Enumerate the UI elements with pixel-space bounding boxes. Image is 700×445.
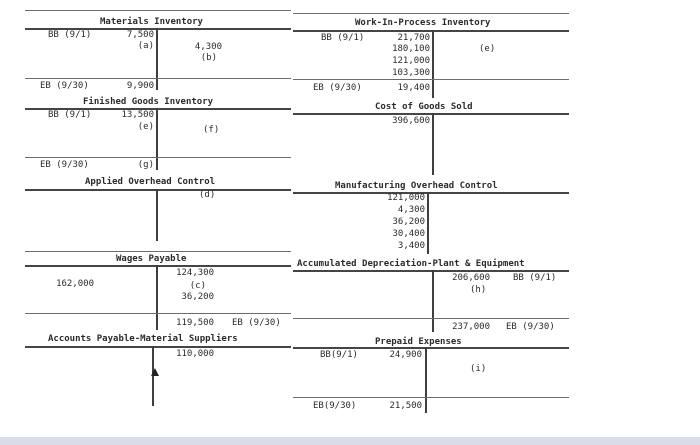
account-title: Finished Goods Inventory bbox=[83, 97, 214, 107]
balance-line bbox=[25, 157, 291, 158]
eb-value: 19,400 bbox=[397, 83, 430, 93]
t-account-vertical-line bbox=[156, 28, 158, 90]
eb-value: 237,000 bbox=[452, 322, 490, 332]
debit-value-2: 180,100 bbox=[392, 44, 430, 54]
account-title: Accounts Payable-Material Suppliers bbox=[48, 334, 238, 344]
t-account-vertical-line bbox=[156, 108, 158, 170]
eb-value: (g) bbox=[137, 160, 154, 170]
bb-label: BB (9/1) bbox=[321, 33, 365, 43]
eb-value: 9,900 bbox=[126, 81, 154, 91]
account-title: Applied Overhead Control bbox=[85, 177, 216, 187]
eb-label: EB (9/30) bbox=[232, 318, 281, 328]
debit-value-1: 396,600 bbox=[392, 116, 430, 126]
t-account-horizontal-line bbox=[293, 347, 569, 349]
debit-value-3: 36,200 bbox=[392, 217, 425, 227]
balance-line bbox=[25, 313, 291, 314]
t-account-horizontal-line bbox=[25, 189, 291, 191]
eb-value: 119,500 bbox=[176, 318, 214, 328]
debit-value-2: 4,300 bbox=[397, 205, 425, 215]
t-account-vertical-line bbox=[156, 265, 158, 330]
account-title: Manufacturing Overhead Control bbox=[335, 181, 498, 191]
eb-label: EB (9/30) bbox=[40, 160, 89, 170]
t-account-horizontal-line bbox=[293, 270, 569, 272]
credit-value-1: 110,000 bbox=[176, 349, 214, 359]
debit-value-1: 121,000 bbox=[387, 193, 425, 203]
balance-line bbox=[293, 79, 569, 80]
t-account-vertical-line bbox=[425, 347, 427, 413]
credit-value-1: 4,300 bbox=[194, 42, 222, 52]
balance-line bbox=[293, 318, 569, 319]
bb-label: BB (9/1) bbox=[513, 273, 557, 283]
bb-value: 13,500 bbox=[121, 110, 154, 120]
t-account-horizontal-line bbox=[293, 113, 569, 115]
debit-value-1: 21,700 bbox=[397, 33, 430, 43]
t-account-horizontal-line bbox=[293, 30, 569, 32]
bb-value: 24,900 bbox=[389, 350, 422, 360]
t-account-vertical-line bbox=[427, 192, 429, 254]
account-title: Prepaid Expenses bbox=[375, 337, 462, 347]
credit-f: (f) bbox=[203, 125, 220, 135]
mouse-cursor-icon bbox=[151, 368, 159, 376]
debit-value-5: 3,400 bbox=[397, 241, 425, 251]
account-title: Work-In-Process Inventory bbox=[355, 18, 491, 28]
bb-label: BB (9/1) bbox=[48, 30, 92, 40]
eb-label: EB(9/30) bbox=[313, 401, 357, 411]
debit-value-3: 121,000 bbox=[392, 56, 430, 66]
eb-label: EB (9/30) bbox=[506, 322, 555, 332]
top-border bbox=[25, 251, 291, 252]
t-account-vertical-line bbox=[432, 30, 434, 98]
balance-line bbox=[293, 397, 569, 398]
eb-value: 21,500 bbox=[389, 401, 422, 411]
t-account-vertical-line bbox=[156, 189, 158, 241]
t-account-vertical-line bbox=[432, 270, 434, 332]
debit-e: (e) bbox=[137, 122, 154, 132]
credit-c: (c) bbox=[189, 281, 206, 291]
account-title: Materials Inventory bbox=[100, 17, 203, 27]
top-border bbox=[293, 13, 569, 14]
credit-b: (b) bbox=[200, 53, 217, 63]
account-title: Wages Payable bbox=[116, 254, 187, 264]
credit-value-1: 124,300 bbox=[176, 268, 214, 278]
t-account-horizontal-line bbox=[25, 265, 291, 267]
bottom-scroll-band bbox=[0, 437, 700, 445]
account-title: Accumulated Depreciation-Plant & Equipment bbox=[297, 259, 525, 269]
debit-a: (a) bbox=[137, 41, 154, 51]
credit-d: (d) bbox=[199, 190, 216, 200]
t-account-vertical-line bbox=[152, 346, 154, 406]
t-account-horizontal-line bbox=[293, 192, 569, 194]
credit-e: (e) bbox=[479, 44, 496, 54]
debit-value-4: 30,400 bbox=[392, 229, 425, 239]
balance-line bbox=[25, 78, 291, 79]
account-title: Cost of Goods Sold bbox=[375, 102, 473, 112]
t-account-vertical-line bbox=[432, 113, 434, 175]
t-account-horizontal-line bbox=[25, 346, 291, 348]
bb-label: BB(9/1) bbox=[320, 350, 358, 360]
eb-label: EB (9/30) bbox=[40, 81, 89, 91]
credit-i: (i) bbox=[470, 364, 487, 374]
credit-value-1: 206,600 bbox=[452, 273, 490, 283]
credit-value-3: 36,200 bbox=[181, 292, 214, 302]
debit-value-1: 162,000 bbox=[56, 279, 94, 289]
eb-label: EB (9/30) bbox=[313, 83, 362, 93]
credit-h: (h) bbox=[470, 285, 487, 295]
bb-value: 7,500 bbox=[126, 30, 154, 40]
bb-label: BB (9/1) bbox=[48, 110, 92, 120]
debit-value-4: 103,300 bbox=[392, 68, 430, 78]
top-border bbox=[25, 10, 291, 11]
